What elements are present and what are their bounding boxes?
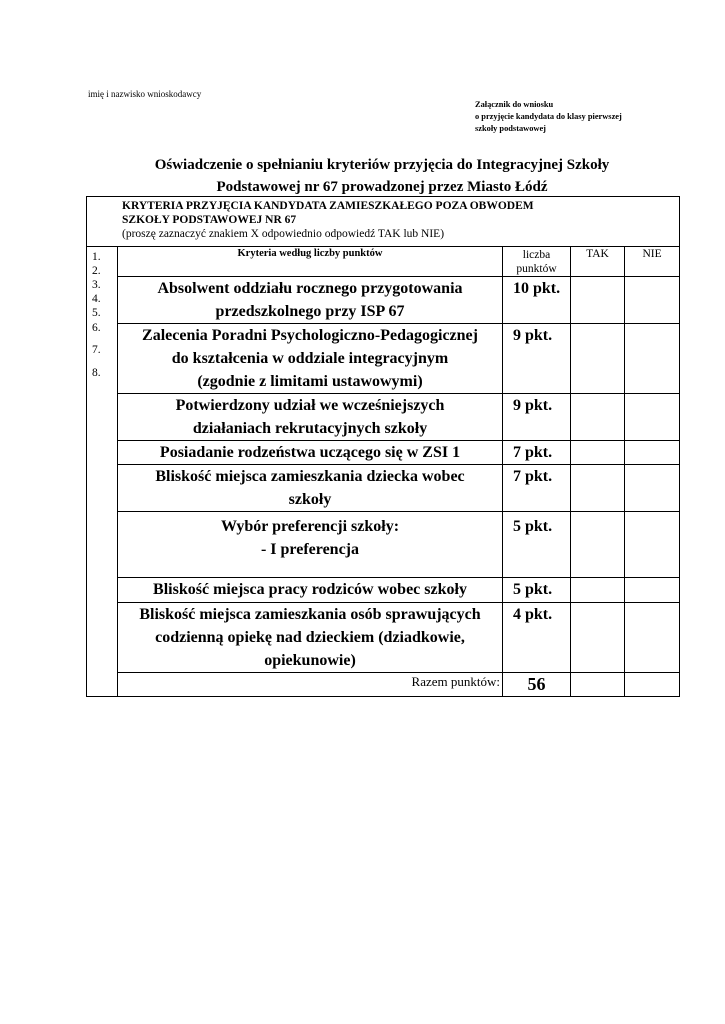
row-number: 6. bbox=[92, 322, 101, 334]
criterion-line: Bliskość miejsca pracy rodziców wobec szkoły bbox=[153, 581, 467, 598]
yes-checkbox[interactable] bbox=[571, 512, 625, 578]
total-label: Razem punktów: bbox=[118, 673, 503, 697]
yes-checkbox[interactable] bbox=[571, 324, 625, 394]
total-yes-cell bbox=[571, 673, 625, 697]
row-number: 7. bbox=[92, 344, 101, 356]
no-checkbox[interactable] bbox=[625, 578, 680, 603]
criterion-text bbox=[118, 441, 503, 465]
criterion-line: Posiadanie rodzeństwa uczącego się w ZSI 1 bbox=[159, 444, 461, 461]
criterion-line: Potwierdzony udział we wcześniejszych bbox=[175, 397, 445, 414]
applicant-name-label: imię i nazwisko wnioskodawcy bbox=[88, 89, 202, 99]
criterion-text bbox=[118, 512, 503, 578]
row-number: 1. bbox=[92, 251, 101, 263]
yes-checkbox[interactable] bbox=[571, 277, 625, 324]
criterion-points: 4 pkt. bbox=[503, 603, 571, 673]
criterion-line: Bliskość miejsca zamieszkania osób sprawujących bbox=[139, 606, 481, 623]
criterion-line: do kształcenia w oddziale integracyjnym bbox=[171, 350, 449, 367]
header-note: (proszę zaznaczyć znakiem X odpowiednio odpowiedź TAK lub NIE) bbox=[122, 228, 445, 240]
criterion-line: Bliskość miejsca zamieszkania dziecka wobec bbox=[155, 468, 465, 485]
criterion-row bbox=[87, 512, 680, 578]
criterion-text bbox=[118, 324, 503, 394]
criterion-line: - I preferencja bbox=[260, 541, 360, 558]
attachment-line: szkoły podstawowej bbox=[475, 124, 546, 133]
criterion-line: opiekunowie) bbox=[264, 652, 356, 669]
total-no-cell bbox=[625, 673, 680, 697]
criterion-points: 10 pkt. bbox=[503, 277, 571, 324]
criteria-column-header: Kryteria według liczby punktów bbox=[118, 247, 503, 277]
row-number: 5. bbox=[92, 307, 101, 319]
criterion-points: 5 pkt. bbox=[503, 512, 571, 578]
total-value: 56 bbox=[503, 673, 571, 697]
criterion-text bbox=[118, 465, 503, 512]
criterion-line: Absolwent oddziału rocznego przygotowania bbox=[157, 280, 463, 297]
criterion-line: szkoły bbox=[288, 491, 332, 508]
row-number: 2. bbox=[92, 265, 101, 277]
yes-checkbox[interactable] bbox=[571, 603, 625, 673]
points-column-header bbox=[503, 247, 571, 277]
criterion-points: 9 pkt. bbox=[503, 394, 571, 441]
criterion-row bbox=[87, 603, 680, 673]
row-number: 3. bbox=[92, 279, 101, 291]
criterion-text bbox=[118, 578, 503, 603]
table-header bbox=[87, 197, 680, 247]
criterion-points: 5 pkt. bbox=[503, 578, 571, 603]
total-row bbox=[87, 673, 680, 697]
row-number: 8. bbox=[92, 367, 101, 379]
header-line: SZKOŁY PODSTAWOWEJ NR 67 bbox=[122, 214, 297, 226]
points-header-line: punktów bbox=[516, 263, 557, 275]
no-checkbox[interactable] bbox=[625, 324, 680, 394]
yes-column-header: TAK bbox=[571, 247, 625, 277]
criterion-line: codzienną opiekę nad dzieckiem (dziadkowie, bbox=[155, 629, 465, 646]
yes-checkbox[interactable] bbox=[571, 578, 625, 603]
header-line: KRYTERIA PRZYJĘCIA KANDYDATA ZAMIESZKAŁEGO POZA OBWODEM bbox=[122, 200, 534, 212]
document-title bbox=[86, 154, 678, 198]
no-checkbox[interactable] bbox=[625, 603, 680, 673]
row-number: 4. bbox=[92, 293, 101, 305]
criterion-row bbox=[87, 578, 680, 603]
criterion-row bbox=[87, 441, 680, 465]
criterion-row bbox=[87, 394, 680, 441]
title-line: Oświadczenie o spełnianiu kryteriów przyjęcia do Integracyjnej Szkoły bbox=[154, 157, 610, 173]
criterion-line: działaniach rekrutacyjnych szkoły bbox=[192, 420, 428, 437]
criterion-text bbox=[118, 394, 503, 441]
criterion-text bbox=[118, 603, 503, 673]
no-checkbox[interactable] bbox=[625, 277, 680, 324]
criterion-row bbox=[87, 277, 680, 324]
no-checkbox[interactable] bbox=[625, 465, 680, 512]
attachment-line: o przyjęcie kandydata do klasy pierwszej bbox=[475, 112, 622, 121]
attachment-note bbox=[475, 99, 622, 135]
criterion-line: (zgodnie z limitami ustawowymi) bbox=[197, 373, 423, 390]
criterion-points: 9 pkt. bbox=[503, 324, 571, 394]
yes-checkbox[interactable] bbox=[571, 394, 625, 441]
criteria-table bbox=[86, 196, 680, 697]
attachment-line: Załącznik do wniosku bbox=[475, 100, 554, 109]
row-numbers bbox=[87, 247, 118, 697]
no-column-header: NIE bbox=[625, 247, 680, 277]
yes-checkbox[interactable] bbox=[571, 441, 625, 465]
criterion-line: przedszkolnego przy ISP 67 bbox=[215, 303, 405, 320]
criterion-points: 7 pkt. bbox=[503, 465, 571, 512]
criterion-row bbox=[87, 324, 680, 394]
criterion-line: Wybór preferencji szkoły: bbox=[220, 518, 400, 535]
criterion-text bbox=[118, 277, 503, 324]
no-checkbox[interactable] bbox=[625, 512, 680, 578]
points-header-line: liczba bbox=[522, 249, 551, 261]
criterion-points: 7 pkt. bbox=[503, 441, 571, 465]
criterion-line: Zalecenia Poradni Psychologiczno-Pedagogicznej bbox=[142, 327, 478, 344]
no-checkbox[interactable] bbox=[625, 441, 680, 465]
title-line: Podstawowej nr 67 prowadzonej przez Miasto Łódź bbox=[216, 179, 548, 195]
criterion-row bbox=[87, 465, 680, 512]
yes-checkbox[interactable] bbox=[571, 465, 625, 512]
no-checkbox[interactable] bbox=[625, 394, 680, 441]
